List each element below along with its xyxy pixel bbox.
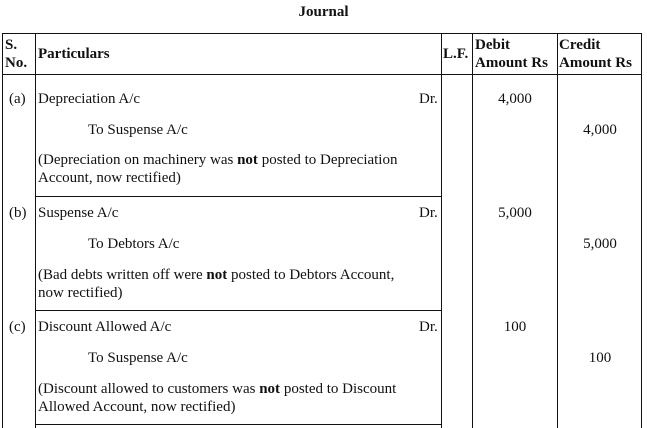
entry-a-debit-account: Depreciation A/c [38,91,141,107]
entry-b-sno: (b) [9,205,27,221]
entry-c-debit-account: Discount Allowed A/c [38,319,172,335]
table-top-border [2,33,642,34]
sno-header: S. No. [5,37,28,71]
entry-c-debit-amount: 100 [503,319,527,335]
entry-a-credit-amount: 4,000 [583,122,617,138]
entry-a-narration-underline [36,196,441,197]
journal-title: Journal [298,4,349,20]
entry-c-narration: (Discount allowed to customers was not posted to Discount Allowed Account, now rectified) [38,381,397,415]
entry-c-dr-label: Dr. [419,319,438,335]
lf-header: L.F. [443,46,469,62]
entry-c-credit-account: To Suspense A/c [88,350,188,366]
entry-b-credit-account: To Debtors A/c [88,236,180,252]
entry-b-debit-account: Suspense A/c [38,205,119,221]
entry-b-debit-amount: 5,000 [498,205,532,221]
sno-column-divider [35,33,36,428]
entry-c-credit-amount: 100 [588,350,612,366]
entry-c-narration-underline [36,424,441,425]
debit-header: Debit Amount Rs [475,37,548,71]
debit-column-divider [557,33,558,428]
entry-a-narration: (Depreciation on machinery was not posted to Depreciation Account, now rectified) [38,152,398,186]
header-bottom-border [2,74,642,75]
table-right-border [641,33,642,428]
entry-b-credit-amount: 5,000 [583,236,617,252]
particulars-column-divider [441,33,442,428]
journal-table [2,33,642,428]
entry-a-credit-account: To Suspense A/c [88,122,188,138]
particulars-header: Particulars [38,46,110,62]
entry-b-dr-label: Dr. [419,205,438,221]
entry-a-debit-amount: 4,000 [498,91,532,107]
entry-b-narration-underline [36,310,441,311]
table-left-border [2,33,3,428]
entry-a-sno: (a) [9,91,26,107]
entry-c-sno: (c) [9,319,26,335]
entry-a-dr-label: Dr. [419,91,438,107]
credit-header: Credit Amount Rs [559,37,632,71]
entry-b-narration: (Bad debts written off were not posted to Debtors Account, now rectified) [38,267,395,301]
